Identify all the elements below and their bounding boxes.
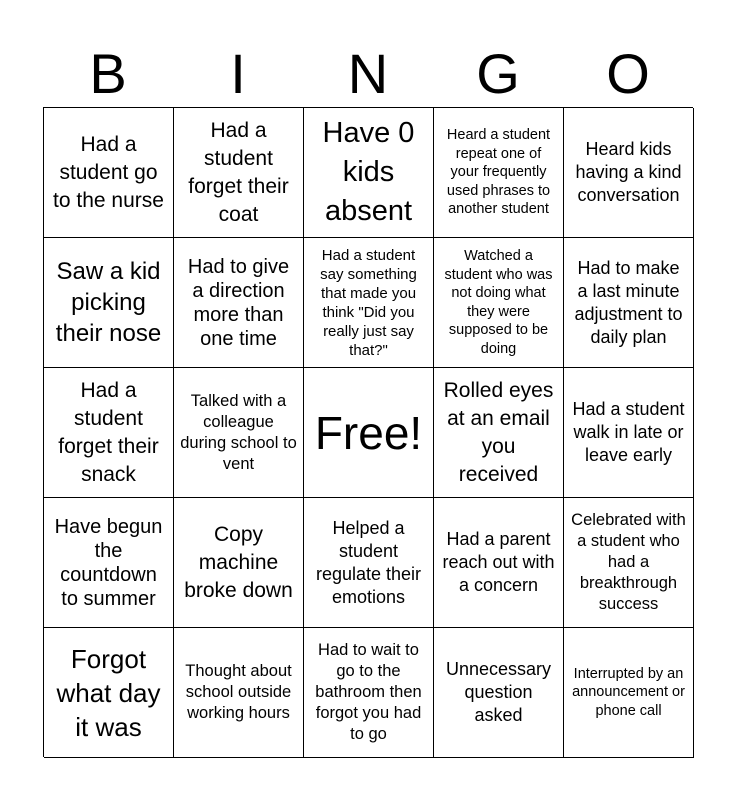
cell-text: Had to wait to go to the bathroom then forgot you had to go [315,641,422,743]
cell-text: Copy machine broke down [184,522,293,602]
bingo-cell-r2-c4[interactable] [434,238,564,368]
cell-text: Had a student walk in late or leave early [572,399,685,465]
bingo-cell-r5-c4[interactable] [434,628,564,758]
header-letter-o: O [606,42,650,105]
cell-text: Heard a student repeat one of your frequently used phrases to another student [446,127,551,218]
bingo-cell-r5-c1[interactable] [44,628,174,758]
free-space-text: Free! [314,406,423,459]
cell-text: Helped a student regulate their emotions [315,517,422,607]
cell-text: Celebrated with a student who had a breakthrough success [571,511,686,613]
header-letter-b: B [89,42,127,105]
cell-text: Had a student say something that made you think "Did you really just say that?" [320,246,417,359]
bingo-cell-r3-c1[interactable] [44,368,174,498]
cell-text: Had a parent reach out with a concern [442,529,555,595]
bingo-cell-r1-c2[interactable] [174,108,304,238]
bingo-cell-r1-c5[interactable] [564,108,694,238]
cell-text: Had a student forget their coat [188,118,289,226]
cell-text: Had a student forget their snack [58,378,159,486]
bingo-cell-r3-c2[interactable] [174,368,304,498]
bingo-cell-r2-c1[interactable] [44,238,174,368]
cell-text: Unnecessary question asked [445,659,552,725]
bingo-cell-r2-c2[interactable] [174,238,304,368]
cell-text: Have begun the countdown to summer [54,515,163,610]
bingo-cell-r2-c3[interactable] [304,238,434,368]
cell-text: Heard kids having a kind conversation [575,139,682,205]
bingo-board [43,107,693,757]
bingo-cell-r5-c3[interactable] [304,628,434,758]
bingo-cell-r4-c2[interactable] [174,498,304,628]
bingo-cell-r1-c4[interactable] [434,108,564,238]
cell-text: Thought about school outside working hours [185,662,292,722]
cell-text: Forgot what day it was [56,643,161,742]
bingo-cell-r5-c2[interactable] [174,628,304,758]
bingo-cell-r4-c3[interactable] [304,498,434,628]
cell-text: Watched a student who was not doing what they were supposed to be doing [444,248,553,357]
cell-text: Rolled eyes at an email you received [443,378,554,486]
bingo-cell-r3-c4[interactable] [434,368,564,498]
bingo-cell-r1-c3[interactable] [304,108,434,238]
bingo-cell-r1-c1[interactable] [44,108,174,238]
bingo-cell-r4-c4[interactable] [434,498,564,628]
header-letter-i: I [230,42,246,105]
bingo-cell-r3-c5[interactable] [564,368,694,498]
cell-text: Saw a kid picking their nose [55,258,162,347]
bingo-cell-r5-c5[interactable] [564,628,694,758]
bingo-cell-r4-c5[interactable] [564,498,694,628]
cell-text: Had to make a last minute adjustment to daily plan [574,257,683,347]
bingo-cell-r2-c5[interactable] [564,238,694,368]
cell-text: Had to give a direction more than one time [187,255,290,350]
bingo-cell-free[interactable] [304,368,434,498]
cell-text: Had a student go to the nurse [53,132,164,212]
cell-text: Have 0 kids absent [322,117,415,227]
header-letter-g: G [476,42,520,105]
cell-text: Talked with a colleague during school to vent [180,391,297,473]
bingo-header [43,40,693,108]
bingo-cell-r4-c1[interactable] [44,498,174,628]
header-letter-n: N [347,42,389,105]
cell-text: Interrupted by an announcement or phone call [572,665,685,719]
